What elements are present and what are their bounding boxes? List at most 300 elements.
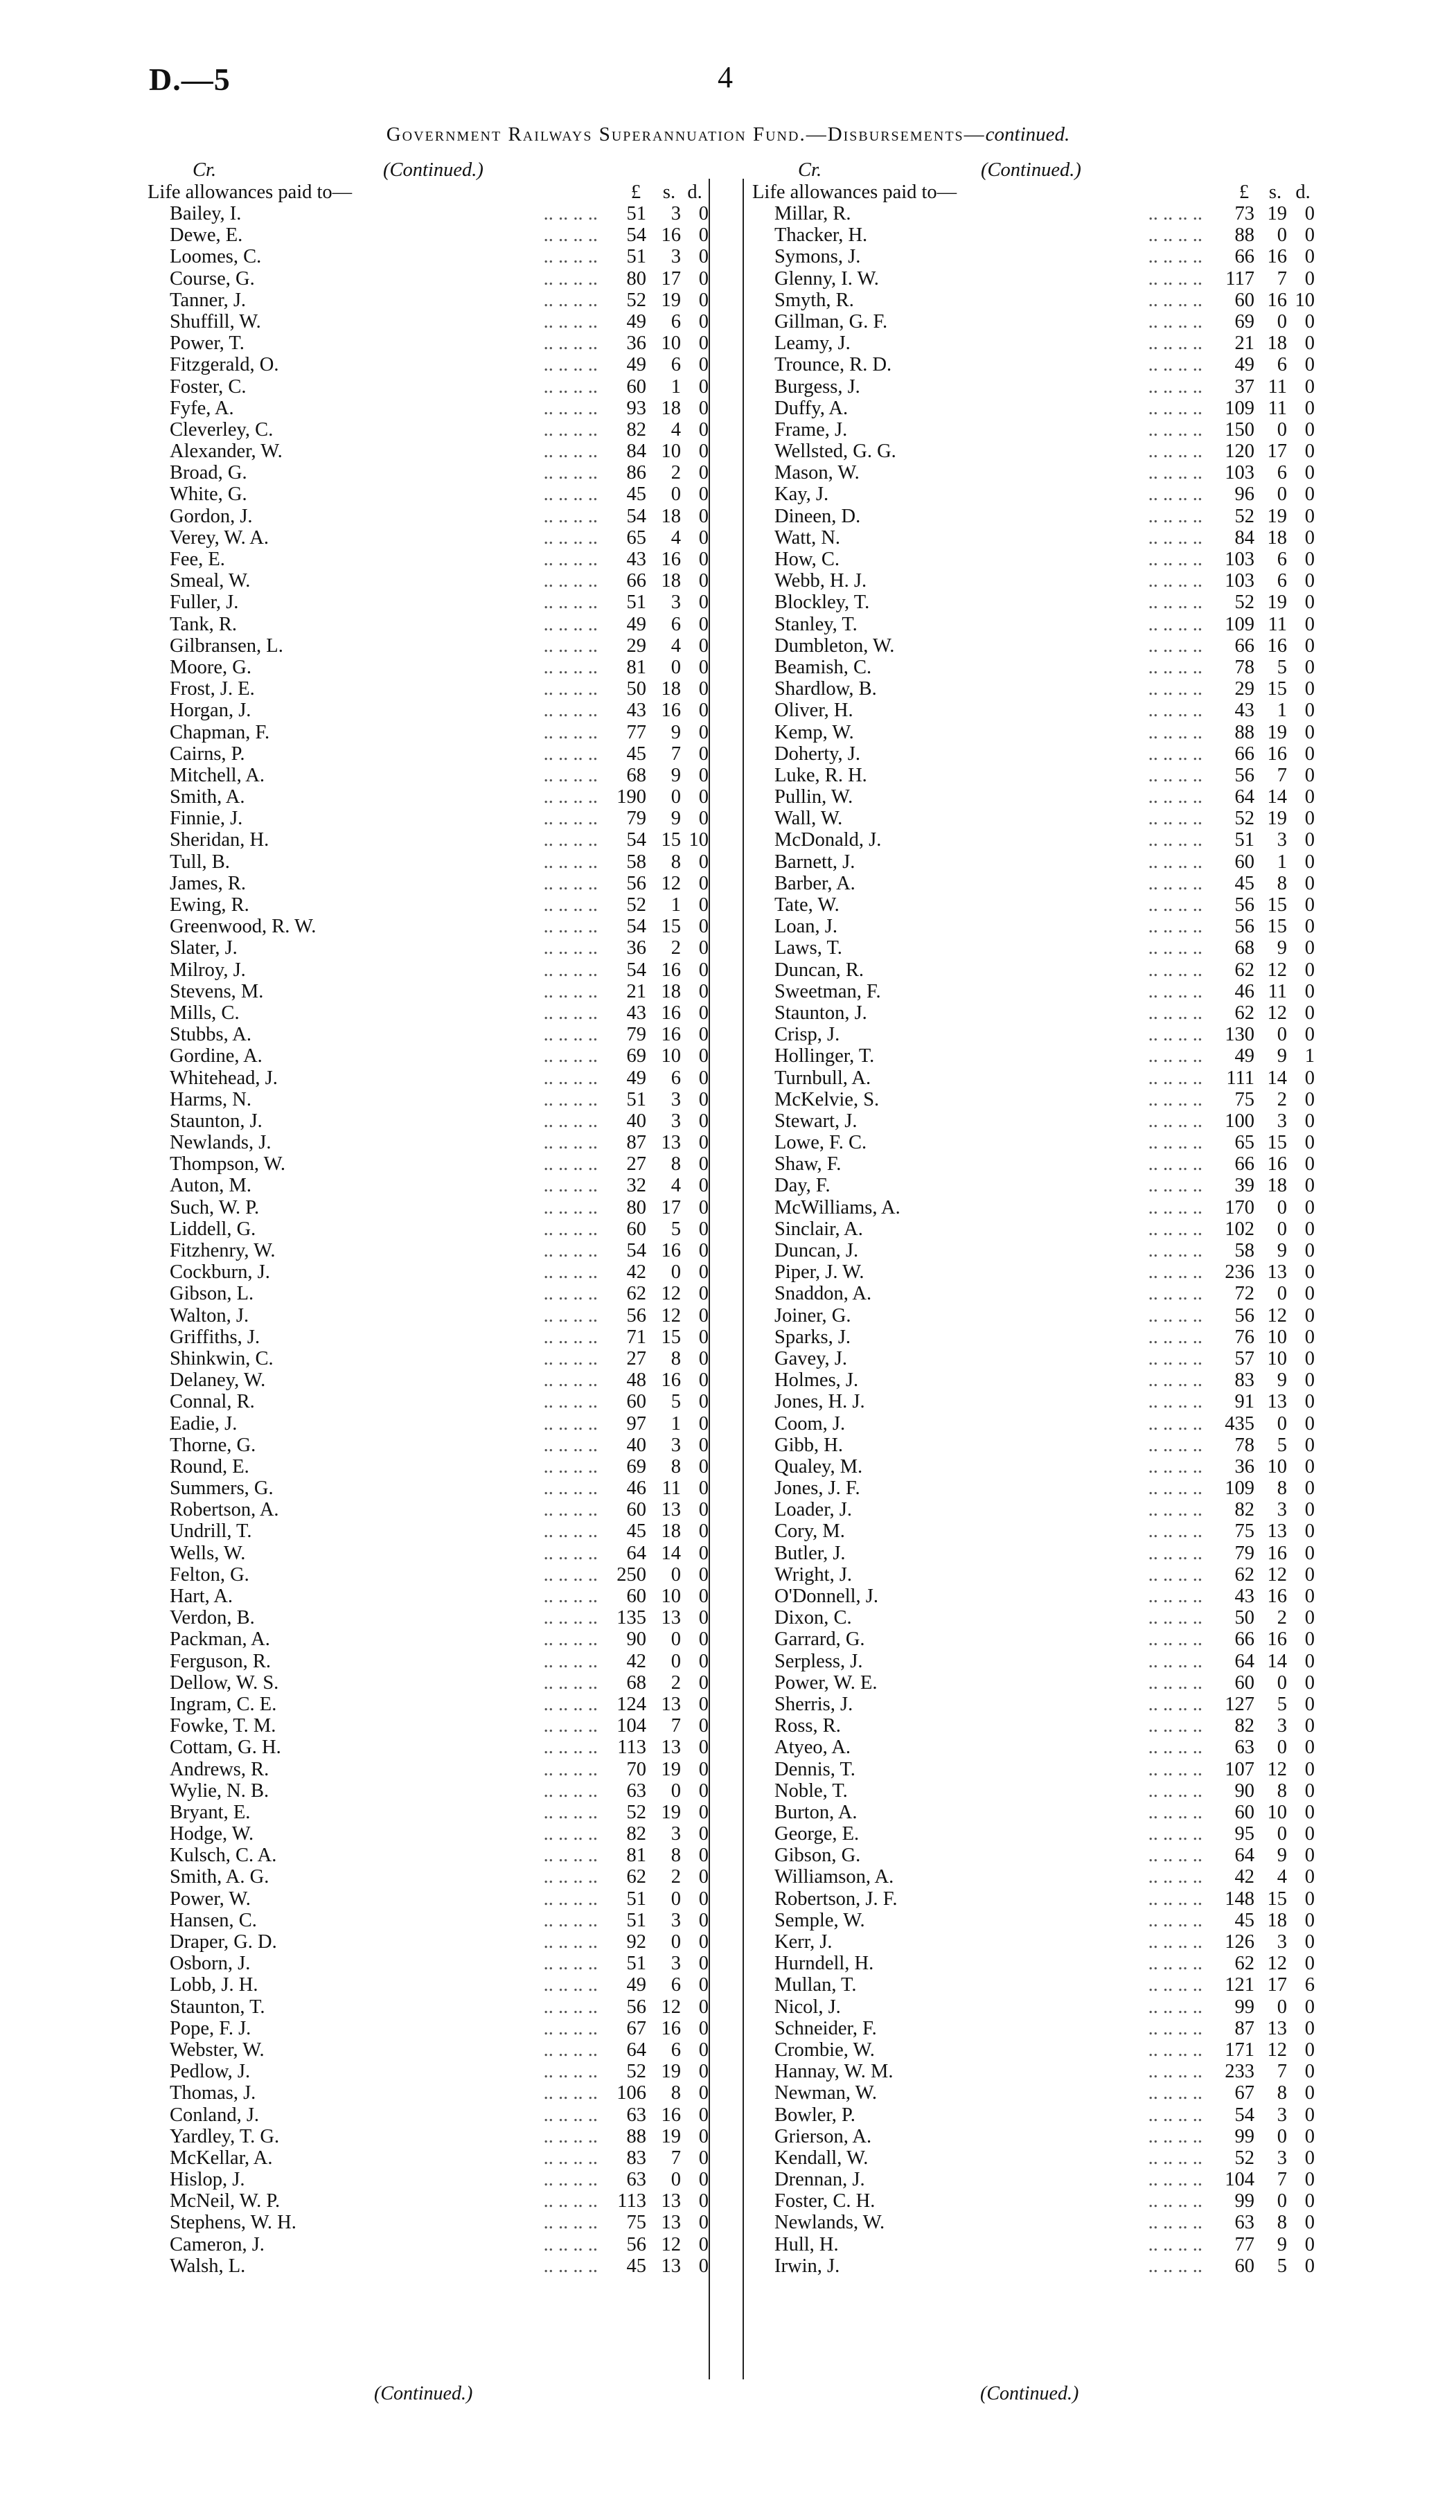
amount-shillings: 12: [661, 1996, 681, 2018]
title-continued: continued.: [985, 123, 1070, 145]
amount-pounds: 69: [626, 1045, 646, 1067]
leader-dots: .. .. .. ..: [543, 1801, 598, 1823]
amount-pence: 0: [1304, 375, 1315, 398]
amount-pence: 0: [1304, 894, 1315, 916]
leader-dots: .. .. .. ..: [543, 656, 598, 678]
ledger-row: [148, 1305, 733, 1326]
leader-dots: .. .. .. ..: [1148, 2125, 1202, 2147]
amount-pounds: 29: [626, 635, 646, 657]
amount-shillings: 6: [671, 310, 681, 332]
ledger-row: [148, 1737, 733, 1758]
amount-pounds: 66: [1234, 743, 1254, 765]
leader-dots: .. .. .. ..: [543, 1175, 598, 1197]
amount-pounds: 69: [626, 1455, 646, 1478]
amount-shillings: 8: [1277, 2212, 1287, 2234]
amount-pence: 0: [698, 1240, 709, 1261]
amount-shillings: 12: [661, 872, 681, 894]
payee-name: Gillman, G. F.: [774, 310, 888, 332]
amount-shillings: 15: [661, 1326, 681, 1348]
leader-dots: .. .. .. ..: [543, 1758, 598, 1780]
ledger-row: [148, 1132, 733, 1153]
ledger-row: [752, 2126, 1338, 2147]
amount-pence: 0: [1304, 1909, 1315, 1931]
leader-dots: .. .. .. ..: [1148, 894, 1202, 916]
leader-dots: .. .. .. ..: [543, 570, 598, 592]
amount-pence: 0: [1304, 483, 1315, 506]
amount-pence: 0: [698, 1434, 709, 1456]
payee-name: Ferguson, R.: [170, 1650, 271, 1672]
amount-shillings: 19: [661, 1758, 681, 1780]
amount-shillings: 18: [1267, 526, 1287, 549]
leader-dots: .. .. .. ..: [543, 1586, 598, 1607]
amount-pence: 0: [1304, 462, 1315, 484]
amount-pounds: 60: [626, 1218, 646, 1240]
payee-name: Newman, W.: [774, 2082, 878, 2104]
ledger-row: [752, 1240, 1338, 1261]
ledger-row: [752, 916, 1338, 937]
ledger-row: [148, 246, 733, 267]
amount-pounds: 64: [626, 1542, 646, 1564]
payee-name: Harms, N.: [170, 1088, 251, 1110]
ledger-row: [148, 527, 733, 549]
payee-name: Tull, B.: [170, 851, 230, 873]
ledger-row: [148, 1607, 733, 1629]
amount-pence: 6: [1304, 1974, 1315, 1996]
payee-name: Semple, W.: [774, 1909, 865, 1931]
amount-pounds: 70: [626, 1758, 646, 1780]
amount-pence: 0: [698, 959, 709, 981]
amount-pence: 0: [698, 2233, 709, 2255]
amount-pounds: 99: [1234, 1996, 1254, 2018]
amount-pounds: 42: [626, 1261, 646, 1284]
ledger-row: [752, 1780, 1338, 1802]
ledger-row: [752, 246, 1338, 267]
amount-pounds: 39: [1234, 1175, 1254, 1197]
amount-pounds: 66: [1234, 1629, 1254, 1651]
leader-dots: .. .. .. ..: [1148, 1629, 1202, 1651]
ledger-row: [148, 1478, 733, 1499]
title-main: Government Railways Superannuation Fund.—Disbursements—: [386, 123, 986, 145]
ledger-row: [752, 1543, 1338, 1564]
amount-pounds: 111: [1226, 1067, 1254, 1089]
leader-dots: .. .. .. ..: [1148, 592, 1202, 614]
amount-pence: 0: [698, 721, 709, 743]
amount-shillings: 12: [661, 1283, 681, 1305]
amount-pence: 0: [1304, 1175, 1315, 1197]
amount-pounds: 92: [626, 1931, 646, 1953]
payee-name: Delaney, W.: [170, 1369, 266, 1392]
amount-pounds: 62: [1234, 1563, 1254, 1586]
ledger-row: [148, 1067, 733, 1089]
payee-name: Packman, A.: [170, 1629, 270, 1651]
payee-name: Wells, W.: [170, 1542, 246, 1564]
amount-pence: 0: [698, 1196, 709, 1218]
leader-dots: .. .. .. ..: [543, 1974, 598, 1996]
amount-pence: 0: [698, 786, 709, 808]
right-continued-label: (Continued.): [981, 159, 1081, 181]
leader-dots: .. .. .. ..: [1148, 310, 1202, 332]
payee-name: Verey, W. A.: [170, 526, 269, 549]
payee-name: Duncan, J.: [774, 1240, 859, 1261]
right-cr-label: Cr.: [798, 159, 822, 181]
leader-dots: .. .. .. ..: [1148, 1542, 1202, 1564]
amount-pounds: 69: [1234, 310, 1254, 332]
amount-pounds: 104: [1225, 2169, 1254, 2191]
amount-pence: 0: [1304, 441, 1315, 463]
amount-pounds: 64: [1234, 786, 1254, 808]
amount-pounds: 64: [1234, 1845, 1254, 1867]
payee-name: Blockley, T.: [774, 592, 870, 614]
payee-name: Watt, N.: [774, 526, 841, 549]
amount-shillings: 18: [661, 678, 681, 700]
amount-pounds: 27: [626, 1153, 646, 1175]
leader-dots: .. .. .. ..: [1148, 980, 1202, 1002]
amount-pence: 0: [1304, 1996, 1315, 2018]
amount-pounds: 103: [1225, 462, 1254, 484]
amount-shillings: 14: [1267, 786, 1287, 808]
payee-name: Fee, E.: [170, 549, 225, 570]
amount-pounds: 51: [626, 1888, 646, 1910]
ledger-row: [752, 332, 1338, 354]
payee-name: Chapman, F.: [170, 721, 270, 743]
leader-dots: .. .. .. ..: [543, 2125, 598, 2147]
payee-name: Sheridan, H.: [170, 829, 269, 851]
amount-shillings: 18: [1267, 1175, 1287, 1197]
payee-name: Duncan, R.: [774, 959, 864, 981]
ledger-row: [752, 1478, 1338, 1499]
amount-pence: 0: [1304, 700, 1315, 722]
leader-dots: .. .. .. ..: [543, 1909, 598, 1931]
amount-pence: 0: [1304, 592, 1315, 614]
amount-shillings: 10: [1267, 1801, 1287, 1823]
ledger-row: [752, 1435, 1338, 1456]
amount-pence: 0: [698, 418, 709, 441]
ledger-row: [752, 483, 1338, 505]
payee-name: Verdon, B.: [170, 1607, 255, 1629]
amount-pence: 0: [698, 808, 709, 830]
payee-name: McKellar, A.: [170, 2147, 273, 2169]
amount-pounds: 49: [1234, 1045, 1254, 1067]
leader-dots: .. .. .. ..: [543, 1304, 598, 1326]
amount-pence: 0: [1304, 1715, 1315, 1737]
amount-pence: 0: [698, 1650, 709, 1672]
amount-shillings: 9: [1277, 1045, 1287, 1067]
ledger-row: [752, 1586, 1338, 1607]
amount-pounds: 63: [1234, 1737, 1254, 1759]
leader-dots: .. .. .. ..: [543, 1132, 598, 1154]
amount-pounds: 43: [626, 700, 646, 722]
leader-dots: .. .. .. ..: [1148, 1175, 1202, 1197]
amount-pence: 0: [698, 1953, 709, 1975]
amount-pounds: 82: [626, 418, 646, 441]
leader-dots: .. .. .. ..: [543, 937, 598, 959]
amount-shillings: 2: [671, 1671, 681, 1694]
amount-shillings: 12: [1267, 1304, 1287, 1326]
amount-shillings: 0: [1277, 1671, 1287, 1694]
amount-shillings: 6: [1277, 354, 1287, 376]
amount-pounds: 75: [1234, 1520, 1254, 1543]
payee-name: Kerr, J.: [774, 1931, 833, 1953]
amount-pounds: 62: [626, 1866, 646, 1888]
payee-name: Griffiths, J.: [170, 1326, 260, 1348]
payee-name: Snaddon, A.: [774, 1283, 872, 1305]
ledger-row: [752, 700, 1338, 721]
amount-shillings: 11: [1268, 613, 1287, 635]
amount-pounds: 67: [1234, 2082, 1254, 2104]
amount-shillings: 4: [671, 1175, 681, 1197]
ledger-row: [148, 1845, 733, 1866]
amount-pounds: 51: [1234, 829, 1254, 851]
leader-dots: .. .. .. ..: [1148, 1866, 1202, 1888]
amount-pence: 0: [698, 1347, 709, 1369]
amount-pounds: 49: [626, 1974, 646, 1996]
payee-name: Pope, F. J.: [170, 2017, 251, 2039]
payee-name: Round, E.: [170, 1455, 249, 1478]
leader-dots: .. .. .. ..: [543, 441, 598, 463]
ledger-row: [752, 203, 1338, 224]
left-pounds-header: £: [630, 181, 641, 203]
amount-shillings: 9: [1277, 1845, 1287, 1867]
page-number: 4: [718, 60, 733, 94]
left-shillings-header: s.: [662, 181, 676, 203]
leader-dots: .. .. .. ..: [1148, 1369, 1202, 1392]
ledger-row: [752, 1520, 1338, 1542]
leader-dots: .. .. .. ..: [543, 1845, 598, 1867]
amount-shillings: 12: [661, 2233, 681, 2255]
leader-dots: .. .. .. ..: [543, 1153, 598, 1175]
amount-pounds: 83: [1234, 1369, 1254, 1392]
leader-dots: .. .. .. ..: [543, 743, 598, 765]
payee-name: Burton, A.: [774, 1801, 858, 1823]
payee-name: Ross, R.: [774, 1715, 841, 1737]
amount-pounds: 36: [1234, 1455, 1254, 1478]
amount-pounds: 148: [1225, 1888, 1254, 1910]
amount-shillings: 13: [661, 1693, 681, 1715]
leader-dots: .. .. .. ..: [1148, 1088, 1202, 1110]
payee-name: Conland, J.: [170, 2104, 260, 2126]
amount-pounds: 56: [626, 1304, 646, 1326]
payee-name: Foster, C.: [170, 375, 247, 398]
payee-name: Cockburn, J.: [170, 1261, 270, 1284]
amount-shillings: 12: [1267, 1758, 1287, 1780]
amount-pence: 0: [698, 2255, 709, 2277]
amount-pounds: 103: [1225, 570, 1254, 592]
amount-pounds: 51: [626, 246, 646, 268]
payee-name: Beamish, C.: [774, 656, 872, 678]
leader-dots: .. .. .. ..: [543, 1240, 598, 1261]
amount-shillings: 8: [671, 1455, 681, 1478]
payee-name: Horgan, J.: [170, 700, 251, 722]
amount-shillings: 0: [1277, 310, 1287, 332]
amount-shillings: 0: [671, 1629, 681, 1651]
amount-shillings: 8: [671, 2082, 681, 2104]
ledger-row: [148, 1197, 733, 1218]
payee-name: Stubbs, A.: [170, 1024, 251, 1046]
amount-shillings: 5: [1277, 1693, 1287, 1715]
amount-pence: 0: [698, 1866, 709, 1888]
payee-name: Staunton, J.: [774, 1002, 867, 1024]
amount-shillings: 19: [1267, 808, 1287, 830]
amount-pounds: 45: [626, 743, 646, 765]
payee-name: Fuller, J.: [170, 592, 239, 614]
amount-shillings: 14: [1267, 1067, 1287, 1089]
amount-shillings: 3: [671, 203, 681, 224]
amount-shillings: 3: [671, 246, 681, 268]
ledger-row: [752, 1153, 1338, 1175]
amount-shillings: 13: [661, 1737, 681, 1759]
amount-pence: 10: [689, 829, 709, 851]
amount-pence: 0: [1304, 1326, 1315, 1348]
amount-pounds: 75: [626, 2212, 646, 2234]
amount-pounds: 170: [1225, 1196, 1254, 1218]
amount-pence: 0: [1304, 1088, 1315, 1110]
leader-dots: .. .. .. ..: [543, 1650, 598, 1672]
amount-pence: 0: [698, 483, 709, 506]
amount-pence: 0: [1304, 1737, 1315, 1759]
leader-dots: .. .. .. ..: [543, 786, 598, 808]
amount-pence: 0: [1304, 829, 1315, 851]
amount-shillings: 15: [661, 916, 681, 938]
amount-shillings: 3: [1277, 1499, 1287, 1521]
amount-pounds: 45: [1234, 872, 1254, 894]
leader-dots: .. .. .. ..: [1148, 1067, 1202, 1089]
left-subheading: [148, 181, 733, 203]
amount-pounds: 60: [1234, 1671, 1254, 1694]
amount-shillings: 0: [671, 1261, 681, 1284]
amount-pence: 0: [1304, 2039, 1315, 2061]
ledger-row: [752, 1218, 1338, 1240]
amount-shillings: 14: [1267, 1650, 1287, 1672]
amount-shillings: 0: [1277, 418, 1287, 441]
leader-dots: .. .. .. ..: [543, 2212, 598, 2234]
amount-pounds: 68: [626, 764, 646, 786]
payee-name: Drennan, J.: [774, 2169, 865, 2191]
payee-name: Williamson, A.: [774, 1866, 894, 1888]
ledger-row: [752, 376, 1338, 398]
amount-pence: 0: [1304, 1478, 1315, 1500]
ledger-row: [148, 592, 733, 613]
amount-pounds: 109: [1225, 613, 1254, 635]
amount-pence: 0: [698, 1586, 709, 1607]
amount-shillings: 3: [671, 1110, 681, 1132]
leader-dots: .. .. .. ..: [543, 1478, 598, 1500]
amount-pence: 0: [698, 246, 709, 268]
amount-shillings: 16: [1267, 1542, 1287, 1564]
amount-shillings: 7: [671, 743, 681, 765]
amount-shillings: 12: [1267, 2039, 1287, 2061]
amount-pounds: 63: [626, 1780, 646, 1802]
leader-dots: .. .. .. ..: [1148, 1024, 1202, 1046]
ledger-row: [148, 1045, 733, 1067]
amount-pence: 0: [1304, 1261, 1315, 1284]
payee-name: Sinclair, A.: [774, 1218, 863, 1240]
amount-pounds: 113: [617, 2190, 646, 2212]
leader-dots: .. .. .. ..: [1148, 656, 1202, 678]
ledger-row: [752, 1305, 1338, 1326]
ledger-row: [752, 635, 1338, 657]
amount-pounds: 52: [626, 289, 646, 311]
leader-dots: .. .. .. ..: [543, 1520, 598, 1543]
leader-dots: .. .. .. ..: [543, 678, 598, 700]
amount-pence: 0: [1304, 2212, 1315, 2234]
leader-dots: .. .. .. ..: [1148, 526, 1202, 549]
payee-name: James, R.: [170, 872, 247, 894]
leader-dots: .. .. .. ..: [1148, 959, 1202, 981]
leader-dots: .. .. .. ..: [543, 1953, 598, 1975]
leader-dots: .. .. .. ..: [1148, 635, 1202, 657]
amount-pounds: 190: [616, 786, 646, 808]
amount-pounds: 121: [1225, 1974, 1254, 1996]
ledger-row: [752, 1348, 1338, 1369]
amount-shillings: 13: [1267, 1520, 1287, 1543]
left-cr-label: Cr.: [193, 159, 217, 181]
amount-pounds: 80: [626, 1196, 646, 1218]
amount-pounds: 97: [626, 1412, 646, 1435]
amount-pounds: 135: [616, 1607, 646, 1629]
amount-shillings: 16: [1267, 743, 1287, 765]
amount-pence: 0: [698, 851, 709, 873]
leader-dots: .. .. .. ..: [1148, 2082, 1202, 2104]
leader-dots: .. .. .. ..: [1148, 462, 1202, 484]
ledger-row: [148, 1456, 733, 1478]
ledger-row: [752, 1737, 1338, 1758]
amount-pounds: 60: [626, 1391, 646, 1413]
leader-dots: .. .. .. ..: [543, 1024, 598, 1046]
leader-dots: .. .. .. ..: [1148, 872, 1202, 894]
ledger-row: [148, 2255, 733, 2277]
payee-name: Alexander, W.: [170, 441, 283, 463]
payee-name: Millar, R.: [774, 203, 851, 224]
amount-pounds: 104: [616, 1715, 646, 1737]
amount-pounds: 60: [1234, 1801, 1254, 1823]
amount-shillings: 6: [1277, 549, 1287, 570]
amount-pounds: 36: [626, 332, 646, 355]
amount-pounds: 62: [1234, 959, 1254, 981]
amount-pounds: 91: [1234, 1391, 1254, 1413]
leader-dots: .. .. .. ..: [1148, 418, 1202, 441]
payee-name: Bowler, P.: [774, 2104, 855, 2126]
left-footer-continued: (Continued.): [374, 2383, 473, 2404]
leader-dots: .. .. .. ..: [543, 1326, 598, 1348]
ledger-row: [752, 2190, 1338, 2212]
amount-pounds: 93: [626, 397, 646, 419]
amount-shillings: 3: [671, 592, 681, 614]
amount-pence: 0: [1304, 980, 1315, 1002]
ledger-row: [148, 743, 733, 765]
amount-shillings: 19: [661, 2061, 681, 2083]
leader-dots: .. .. .. ..: [543, 397, 598, 419]
amount-pounds: 56: [626, 2233, 646, 2255]
ledger-row: [752, 1067, 1338, 1089]
leader-dots: .. .. .. ..: [1148, 700, 1202, 722]
ledger-row: [752, 2255, 1338, 2277]
amount-shillings: 0: [671, 1780, 681, 1802]
amount-shillings: 18: [1267, 1909, 1287, 1931]
amount-shillings: 11: [1268, 375, 1287, 398]
leader-dots: .. .. .. ..: [1148, 2061, 1202, 2083]
right-shillings-header: s.: [1268, 181, 1282, 203]
amount-pounds: 50: [1234, 1607, 1254, 1629]
ledger-row: [752, 1110, 1338, 1132]
leader-dots: .. .. .. ..: [1148, 246, 1202, 268]
amount-shillings: 19: [1267, 505, 1287, 527]
amount-pence: 0: [698, 375, 709, 398]
leader-dots: .. .. .. ..: [1148, 1304, 1202, 1326]
amount-shillings: 18: [661, 1520, 681, 1543]
amount-pounds: 56: [626, 872, 646, 894]
amount-pence: 0: [698, 937, 709, 959]
amount-pounds: 171: [1225, 2039, 1254, 2061]
